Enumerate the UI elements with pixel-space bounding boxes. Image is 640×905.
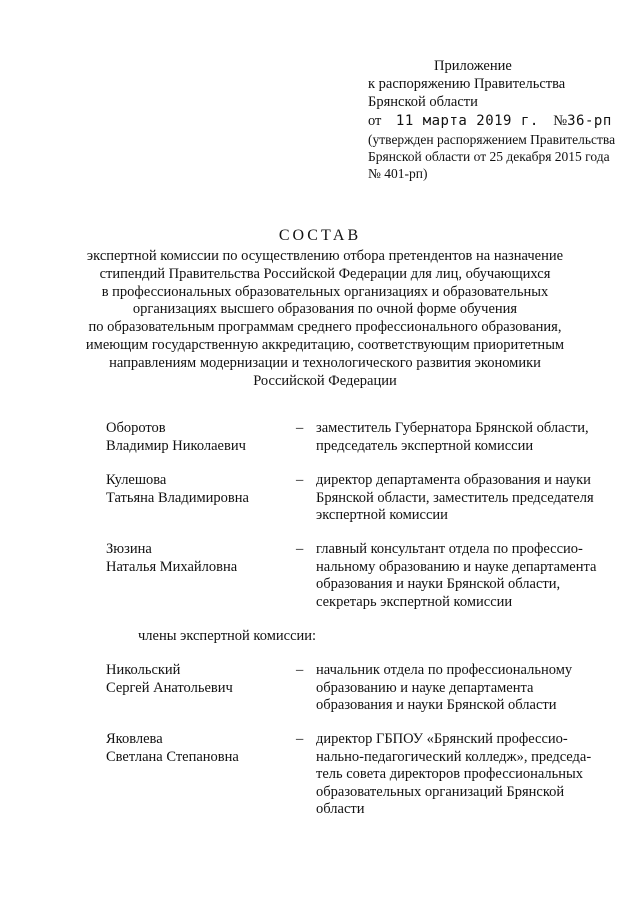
appendix-title: Приложение — [434, 58, 512, 74]
role-line: главный консультант отдела по профессио- — [316, 541, 583, 557]
member-given-name: Сергей Анатольевич — [106, 679, 233, 696]
member-role — [316, 662, 616, 715]
member-role — [316, 472, 616, 525]
subheading-line: по образовательным программам среднего профессионального образования, — [88, 319, 562, 336]
subheading-line: экспертной комиссии по осуществлению отбора претендентов на назначение — [86, 248, 564, 264]
member-name — [106, 731, 281, 766]
date-handwritten: 11 марта 2019 г. — [395, 113, 539, 129]
subheading-line: Российской Федерации — [253, 372, 397, 389]
role-line: образованию и науке департамента — [316, 679, 534, 696]
member-surname: Никольский — [106, 662, 181, 678]
role-line: председатель экспертной комиссии — [316, 437, 534, 454]
role-line: образования и науки Брянской области — [316, 697, 557, 713]
number-prefix: № — [553, 113, 568, 129]
document-subheading — [70, 248, 580, 390]
subheading-line: организациях высшего образования по очной форме обучения — [132, 301, 518, 318]
member-surname: Зюзина — [106, 541, 152, 557]
role-line: области — [316, 801, 365, 817]
role-line: нально-педагогический колледж», председа- — [316, 748, 592, 765]
member-given-name: Татьяна Владимировна — [106, 489, 249, 506]
member-given-name: Светлана Степановна — [106, 748, 239, 765]
appendix-block — [368, 57, 636, 182]
member-name — [106, 472, 281, 507]
role-line: начальник отдела по профессиональному — [316, 662, 573, 678]
member-surname: Оборотов — [106, 420, 166, 436]
role-line: образовательных организаций Брянской — [316, 783, 565, 800]
appendix-line-2: Брянской области — [368, 94, 478, 110]
member-name — [106, 420, 281, 455]
note-line: Брянской области от 25 декабря 2015 года — [368, 149, 610, 164]
role-line: образования и науки Брянской области, — [316, 576, 561, 592]
member-given-name: Наталья Михайловна — [106, 558, 238, 575]
member-role — [316, 420, 616, 455]
member-dash: – — [296, 541, 304, 557]
subheading-line: стипендий Правительства Российской Федерации для лиц, обучающихся — [99, 265, 551, 282]
role-line: секретарь экспертной комиссии — [316, 593, 513, 610]
appendix-date-line — [368, 112, 636, 130]
member-dash: – — [296, 731, 304, 747]
member-role — [316, 731, 616, 819]
role-line: директор ГБПОУ «Брянский профессио- — [316, 731, 568, 747]
member-role — [316, 541, 616, 611]
member-surname: Кулешова — [106, 472, 167, 488]
member-surname: Яковлева — [106, 731, 163, 747]
number-handwritten: 36-рп — [567, 113, 612, 129]
subheading-line: имеющим государственную аккредитацию, соответствующим приоритетным — [85, 336, 565, 353]
document-heading: СОСТАВ — [278, 227, 362, 244]
role-line: заместитель Губернатора Брянской области, — [316, 420, 589, 436]
member-dash: – — [296, 420, 304, 436]
note-line: (утвержден распоряжением Правительства — [368, 132, 616, 147]
role-line: экспертной комиссии — [316, 507, 448, 523]
appendix-note — [368, 131, 636, 182]
member-given-name: Владимир Николаевич — [106, 437, 246, 454]
date-prefix: от — [368, 113, 382, 129]
member-dash: – — [296, 472, 304, 488]
appendix-line-1: к распоряжению Правительства — [368, 76, 566, 92]
subheading-line: направлениям модернизации и технологического развития экономики — [109, 354, 541, 371]
role-line: директор департамента образования и науки — [316, 472, 591, 488]
note-line: № 401-рп) — [368, 166, 428, 181]
member-dash: – — [296, 662, 304, 678]
member-name — [106, 662, 281, 697]
member-name — [106, 541, 281, 576]
role-line: тель совета директоров профессиональных — [316, 766, 584, 782]
members-label: члены экспертной комиссии: — [138, 628, 317, 644]
subheading-line: в профессиональных образовательных организациях и образовательных — [101, 283, 549, 300]
role-line: нальному образованию и науке департамента — [316, 558, 597, 575]
role-line: Брянской области, заместитель председателя — [316, 489, 594, 506]
